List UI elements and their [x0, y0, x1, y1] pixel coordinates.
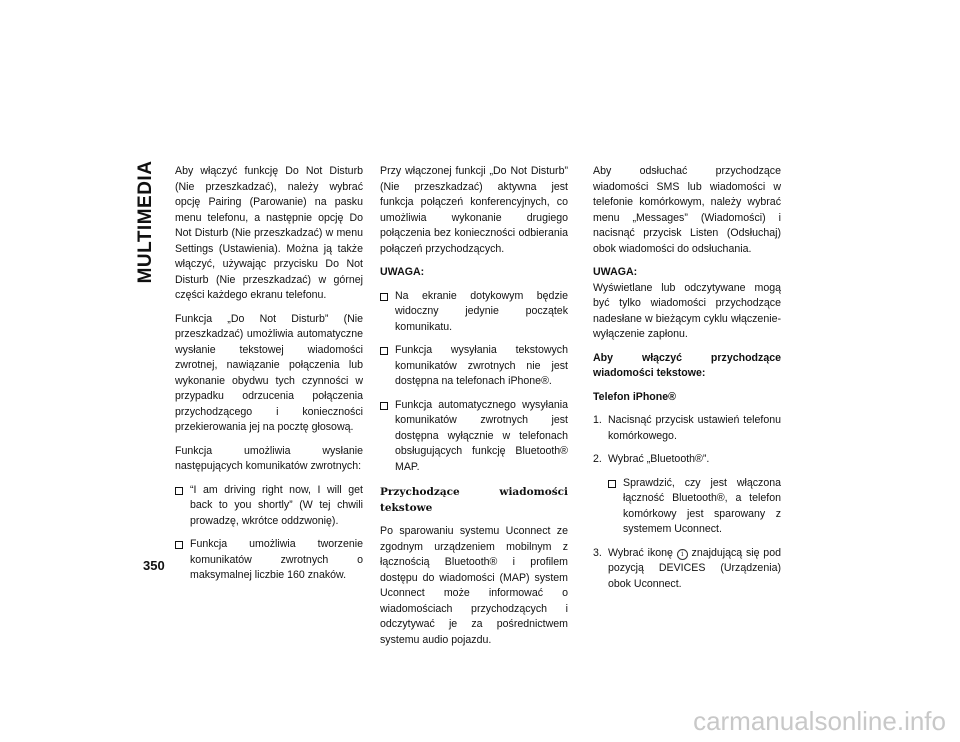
bullet-item [380, 398, 568, 476]
step-text: Wybrać „Bluetooth®”. [608, 453, 710, 465]
checkbox-square-icon [380, 293, 388, 301]
bullet-text: “I am driving right now, I will get back to you shortly” (W tej chwili prowadzę, wkrótce oddzwonię). [190, 483, 363, 527]
step-text: Nacisnąć przycisk ustawień telefonu komórkowego. [608, 414, 781, 442]
bullet-text: Na ekranie dotykowym będzie widoczny jedynie początek komunikatu. [395, 289, 568, 333]
note-label: UWAGA: [593, 266, 638, 278]
page-number: 350 [143, 558, 165, 573]
bullet-item [175, 537, 363, 584]
step-number: 3. [593, 546, 602, 559]
checkbox-square-icon [380, 402, 388, 410]
bullet-item [175, 483, 363, 530]
paragraph-map-profile: Po sparowaniu systemu Uconnect ze zgodnym urządzeniem mobilnym z łącznością Bluetooth® i profilem dostępu do wiadomości (MAP) system Uconnect może informować o wiadomościach przychodzących i odczytywać je za pośrednictwem systemu audio pojazdu. [380, 525, 568, 646]
section-side-label-text: MULTIMEDIA [135, 160, 156, 284]
bullet-text: Funkcja automatycznego wysyłania komunikatów zwrotnych jest dostępna wyłącznie w telefonach obsługujących funkcję Bluetooth® MAP. [395, 398, 568, 473]
numbered-step [593, 546, 781, 593]
bullet-item [608, 476, 781, 538]
bullet-item [380, 289, 568, 336]
step-number: 2. [593, 453, 602, 465]
paragraph-do-not-disturb-function: Funkcja „Do Not Disturb” (Nie przeszkadzać) umożliwia automatyczne wysłanie tekstowej wiadomości zwrotnej, nawiązanie połączenia lub wykonanie obydwu tych czynności w przypadku odrzucenia połączenia przychodzącego i konieczności przekierowania jej na pocztę głosową. [175, 312, 363, 433]
bullet-text: Sprawdzić, czy jest włączona łączność Bluetooth®, a telefon komórkowy jest sparowany z systemem Uconnect. [623, 476, 781, 535]
step-text-before-icon: Wybrać ikonę [608, 546, 673, 559]
paragraph-listen-messages: Aby odsłuchać przychodzące wiadomości SMS lub wiadomości w telefonie komórkowym, należy wybrać menu „Messages” (Wiadomości) i nacisnąć przycisk Listen (Odsłuchaj) obok wiadomości do odsłuchania. [593, 165, 781, 255]
checkbox-square-icon [175, 487, 183, 495]
checkbox-square-icon [608, 480, 616, 488]
subheading-iphone: Telefon iPhone® [593, 390, 676, 403]
paragraph-do-not-disturb-enable: Aby włączyć funkcję Do Not Disturb (Nie przeszkadzać), należy wybrać opcję Pairing (Parowanie) na pasku menu telefonu, a następnie opcję Do Not Disturb (Nie przeszkadzać) w menu Settings (Ustawienia). Można ją także włączyć, używając przycisku Do Not Disturb (Nie przeszkadzać) w górnej części każdego ekranu telefonu. [175, 165, 363, 301]
section-heading-incoming-texts: Przychodzące wiadomości tekstowe [380, 486, 568, 514]
paragraph-conference-calls: Przy włączonej funkcji „Do Not Disturb” (Nie przeszkadzać) aktywna jest funkcja połączeń konferencyjnych, co umożliwia wykonanie drugiego połączenia bez konieczności odbierania połączeń przychodzących. [380, 165, 568, 255]
column-3 [593, 164, 781, 600]
bullet-item [380, 343, 568, 390]
numbered-step [593, 452, 781, 468]
instruction-heading: Aby włączyć przychodzące wiadomości tekstowe: [593, 351, 781, 379]
note-label: UWAGA: [380, 266, 425, 278]
checkbox-square-icon [380, 347, 388, 355]
watermark: carmanualsonline.info [693, 706, 946, 736]
column-1 [175, 164, 363, 592]
step-text-after-icon: znajdującą się pod pozycją DEVICES (Urządzenia) obok Uconnect. [608, 546, 781, 590]
column-2 [380, 164, 568, 656]
numbered-step [593, 413, 781, 444]
step-number: 1. [593, 414, 602, 426]
note-text: Wyświetlane lub odczytywane mogą być tylko wiadomości przychodzące nadesłane w bieżącym cyklu włączenie-wyłączenie zapłonu. [593, 281, 781, 340]
section-side-label [128, 162, 164, 282]
checkbox-square-icon [175, 541, 183, 549]
bullet-text: Funkcja wysyłania tekstowych komunikatów zwrotnych nie jest dostępna na telefonach iPhone®. [395, 344, 568, 387]
paragraph-reply-messages: Funkcja umożliwia wysłanie następujących komunikatów zwrotnych: [175, 444, 363, 472]
info-icon: i [677, 549, 688, 560]
bullet-text: Funkcja umożliwia tworzenie komunikatów zwrotnych o maksymalnej liczbie 160 znaków. [190, 538, 363, 581]
